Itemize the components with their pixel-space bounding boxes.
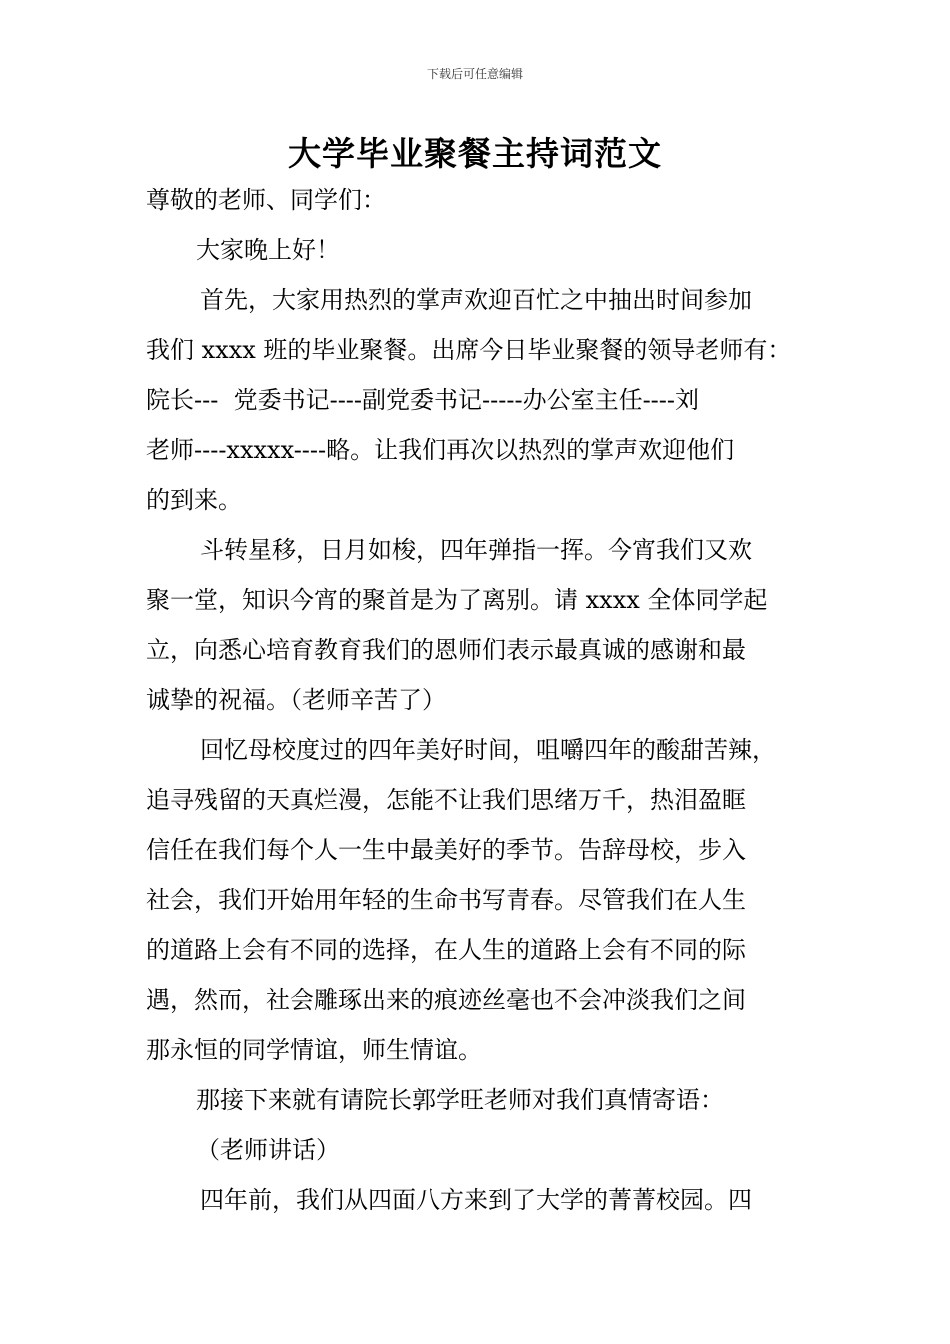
paragraph-line: 首先，大家用热烈的掌声欢迎百忙之中抽出时间参加 [200,286,752,314]
paragraph-line: 社会，我们开始用年轻的生命书写青春。尽管我们在人生 [146,886,746,914]
greeting-line: 大家晚上好！ [196,236,340,264]
paragraph-line: 立，向悉心培育教育我们的恩师们表示最真诚的感谢和最 [146,636,746,664]
paragraph-line: 的到来。 [146,486,242,514]
paragraph-line: 那永恒的同学情谊，师生情谊。 [146,1036,482,1064]
header-note: 下载后可任意编辑 [426,67,523,81]
paragraph-line: 诚挚的祝福。（老师辛苦了） [146,686,446,714]
paragraph-line: 斗转星移，日月如梭，四年弹指一挥。今宵我们又欢 [200,536,752,564]
stage-direction: （老师讲话） [196,1136,340,1164]
paragraph-line: 信任在我们每个人一生中最美好的季节。告辞母校，步入 [146,836,746,864]
document-title: 大学毕业聚餐主持词范文 [288,134,662,173]
paragraph-line: 的道路上会有不同的选择，在人生的道路上会有不同的际 [146,936,746,964]
salutation-line: 尊敬的老师、同学们： [146,186,386,214]
paragraph-line: 四年前，我们从四面八方来到了大学的菁菁校园。四 [200,1186,752,1214]
paragraph-line: 遇，然而，社会雕琢出来的痕迹丝毫也不会冲淡我们之间 [146,986,746,1014]
paragraph-line: 回忆母校度过的四年美好时间，咀嚼四年的酸甜苦辣， [200,736,776,764]
paragraph-line: 那接下来就有请院长郭学旺老师对我们真情寄语： [196,1086,724,1114]
paragraph-line: 我们 xxxx 班的毕业聚餐。出席今日毕业聚餐的领导老师有： [146,336,792,364]
paragraph-line: 老师----xxxxx----略。让我们再次以热烈的掌声欢迎他们 [146,436,735,464]
paragraph-line: 院长--- 党委书记----副党委书记-----办公室主任----刘 [146,386,700,414]
paragraph-line: 聚一堂，知识今宵的聚首是为了离别。请 xxxx 全体同学起 [146,586,768,614]
paragraph-line: 追寻残留的天真烂漫，怎能不让我们思绪万千，热泪盈眶 [146,786,746,814]
